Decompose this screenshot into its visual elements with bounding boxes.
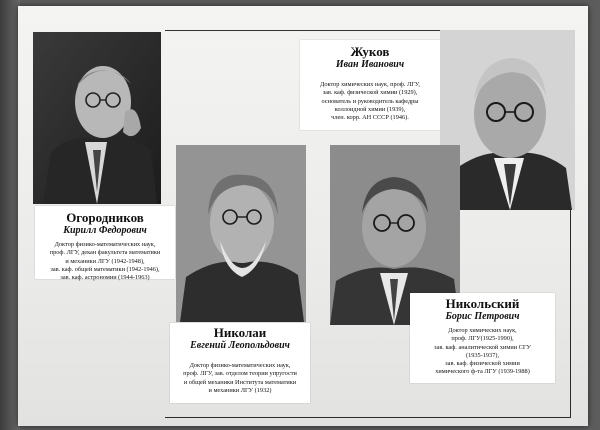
- bio-line: и механики ЛГУ (1942-1948),: [65, 257, 145, 265]
- bio-line: (1935-1937),: [465, 351, 500, 359]
- portrait-photo-zhukov: [440, 30, 575, 210]
- bio-line: зав. каф. астрономии (1944-1963): [60, 274, 150, 282]
- bio-line: коллоидной химии (1939),: [334, 105, 406, 113]
- bio-line: проф. ЛГУ, декан факультета математики: [49, 249, 161, 257]
- given-name: Кирилл Федорович: [63, 225, 147, 236]
- bio-card-ogorodnikov: [35, 206, 175, 282]
- bio-text: [300, 81, 440, 122]
- bio-line: химического ф-та ЛГУ (1939-1988): [435, 368, 530, 376]
- bio-line: проф. ЛГУ, зав. отделом теории упругости: [183, 370, 297, 378]
- surname: Огородников: [66, 210, 144, 225]
- bio-text: [35, 241, 175, 282]
- bio-line: зав. каф. физической химии: [445, 360, 520, 368]
- bio-card-nikolai: [170, 323, 310, 403]
- bio-text: [410, 327, 555, 377]
- given-name: Борис Петрович: [445, 311, 520, 322]
- bio-line: член. корр. АН СССР (1946).: [331, 114, 409, 122]
- bio-line: зав. каф. физической химии (1929),: [322, 89, 418, 97]
- bio-card-nikolsky: [410, 293, 555, 383]
- bio-line: зав. каф. общей математики (1942-1946),: [50, 265, 160, 273]
- bio-line: Доктор химических наук, проф. ЛГУ,: [320, 81, 420, 88]
- surname: Никольский: [445, 296, 520, 311]
- bio-card-zhukov: [300, 40, 440, 130]
- surname: Жуков: [350, 44, 390, 59]
- background-edge: [0, 0, 20, 430]
- bio-line: и общей механики Института математики: [183, 378, 297, 386]
- bio-line: зав. каф. аналитической химии СГУ: [434, 343, 531, 351]
- surname: Николаи: [213, 325, 267, 340]
- bio-text: [170, 362, 310, 395]
- bio-line: проф. ЛГУ(1925-1990),: [451, 335, 514, 343]
- bio-line: основатель и руководитель кафедры: [321, 97, 419, 105]
- bio-line: Доктор химических наук,: [448, 327, 517, 334]
- bio-line: Доктор физико-математических наук,: [54, 241, 156, 248]
- given-name: Евгений Леопольдович: [190, 340, 290, 351]
- given-name: Иван Иванович: [335, 59, 405, 70]
- bio-line: Доктор физико-математических наук,: [189, 362, 291, 369]
- bio-line: и механики ЛГУ (1932): [208, 386, 272, 394]
- portrait-photo-nikolai: [176, 145, 306, 322]
- portrait-photo-ogorodnikov: [33, 32, 161, 204]
